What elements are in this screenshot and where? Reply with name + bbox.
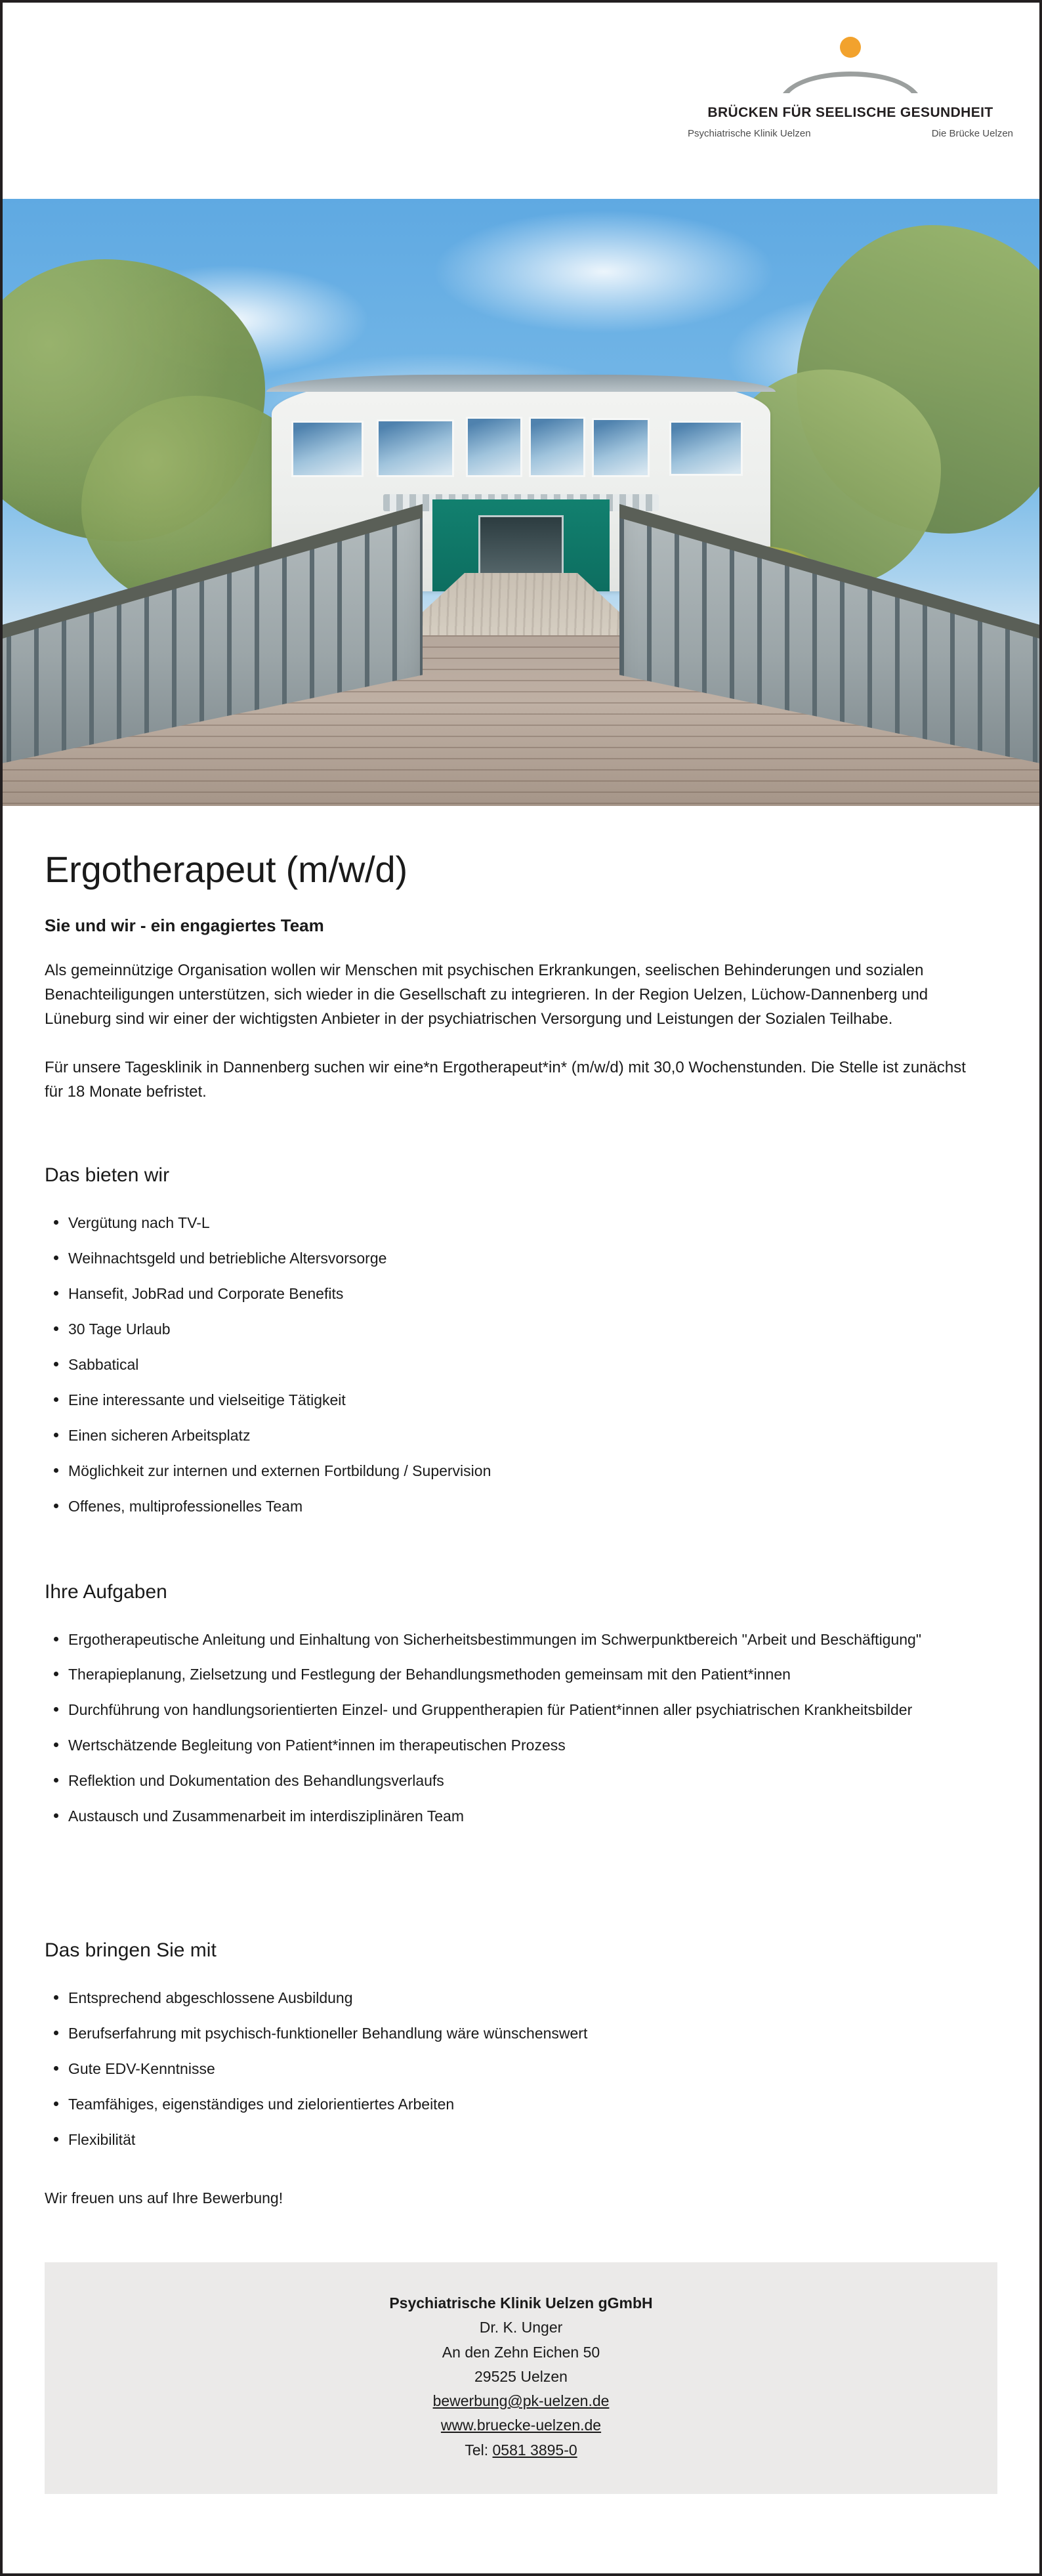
logo-mark — [686, 32, 1014, 104]
building-roof — [266, 375, 776, 392]
contact-website-row — [45, 2413, 997, 2438]
logo-sub-right: Die Brücke Uelzen — [931, 128, 1013, 139]
window — [669, 421, 743, 476]
bridge-arc-icon — [782, 60, 919, 95]
offer-list — [45, 1212, 997, 1518]
list-item: Austausch und Zusammenarbeit im interdisziplinären Team — [45, 1805, 963, 1828]
logo-org-name: BRÜCKEN FÜR SEELISCHE GESUNDHEIT — [707, 105, 993, 120]
closing-line: Wir freuen uns auf Ihre Bewerbung! — [45, 2189, 283, 2206]
list-item: Flexibilität — [45, 2128, 963, 2151]
contact-email-link[interactable]: bewerbung@pk-uelzen.de — [432, 2392, 610, 2409]
logo-sub-left: Psychiatrische Klinik Uelzen — [688, 128, 811, 139]
contact-phone-link[interactable]: 0581 3895-0 — [492, 2441, 577, 2459]
window — [529, 417, 585, 477]
list-item: Gute EDV-Kenntnisse — [45, 2058, 963, 2080]
list-item: Eine interessante und vielseitige Tätigkeit — [45, 1389, 963, 1412]
contact-street: An den Zehn Eichen 50 — [442, 2343, 600, 2361]
list-item: Ergotherapeutische Anleitung und Einhaltung von Sicherheitsbestimmungen im Schwerpunktbereich "Arbeit und Beschäftigung" — [45, 1628, 963, 1651]
list-item: Therapieplanung, Zielsetzung und Festlegung der Behandlungsmethoden gemeinsam mit den Patient*innen — [45, 1663, 963, 1686]
contact-website-link[interactable]: www.bruecke-uelzen.de — [440, 2417, 602, 2434]
profile-list — [45, 1987, 997, 2151]
list-item: 30 Tage Urlaub — [45, 1318, 963, 1341]
window — [291, 421, 364, 477]
contact-phone-row — [45, 2438, 997, 2462]
window — [466, 417, 522, 477]
list-item: Berufserfahrung mit psychisch-funktioneller Behandlung wäre wünschenswert — [45, 2022, 963, 2045]
hero-photo — [3, 199, 1039, 806]
list-item: Vergütung nach TV-L — [45, 1212, 963, 1235]
section-heading-tasks: Ihre Aufgaben — [45, 1580, 167, 1603]
list-item: Möglichkeit zur internen und externen Fortbildung / Supervision — [45, 1460, 963, 1483]
list-item: Offenes, multiprofessionelles Team — [45, 1495, 963, 1518]
section-heading-profile: Das bringen Sie mit — [45, 1939, 217, 1962]
window — [592, 418, 650, 477]
list-item: Entsprechend abgeschlossene Ausbildung — [45, 1987, 963, 2010]
list-item: Teamfähiges, eigenständiges und zielorientiertes Arbeiten — [45, 2093, 963, 2116]
page-title: Ergotherapeut (m/w/d) — [45, 849, 407, 890]
job-subtitle: Sie und wir - ein engagiertes Team — [45, 916, 324, 935]
list-item: Reflektion und Dokumentation des Behandlungsverlaufs — [45, 1769, 963, 1792]
sun-dot-icon — [840, 37, 861, 58]
contact-company: Psychiatrische Klinik Uelzen gGmbH — [389, 2294, 653, 2312]
contact-city: 29525 Uelzen — [474, 2367, 568, 2385]
contact-email-row — [45, 2389, 997, 2413]
contact-phone-label: Tel: — [465, 2441, 493, 2459]
contact-box — [45, 2262, 997, 2494]
organization-logo — [686, 32, 1014, 139]
list-item: Durchführung von handlungsorientierten Einzel- und Gruppentherapien für Patient*innen aller psychiatrischen Krankheitsbilder — [45, 1699, 963, 1721]
intro-paragraph: Als gemeinnützige Organisation wollen wir Menschen mit psychischen Erkrankungen, seelischen Behinderungen und sozialen Benachteiligungen unterstützen, sich wieder in die Gesellschaft zu integrieren. In der Region Uelzen, Lüchow-Dannenberg und Lüneburg sind wir einer der wichtigsten Anbieter in der psychiatrischen Versorgung und Leistungen der Sozialen Teilhabe. — [45, 961, 928, 1028]
list-item: Wertschätzende Begleitung von Patient*innen im therapeutischen Prozess — [45, 1734, 963, 1757]
list-item: Einen sicheren Arbeitsplatz — [45, 1424, 963, 1447]
window — [377, 419, 454, 477]
page-header — [3, 3, 1039, 199]
contact-person: Dr. K. Unger — [479, 2319, 563, 2336]
list-item: Sabbatical — [45, 1353, 963, 1376]
job-content — [3, 848, 1039, 2207]
list-item: Hansefit, JobRad und Corporate Benefits — [45, 1282, 963, 1305]
position-paragraph: Für unsere Tagesklinik in Dannenberg suchen wir eine*n Ergotherapeut*in* (m/w/d) mit 30,0 Wochenstunden. Die Stelle ist zunächst für 18 Monate befristet. — [45, 1058, 966, 1101]
logo-subtitles — [686, 128, 1014, 139]
section-heading-offer: Das bieten wir — [45, 1164, 170, 1186]
tasks-list — [45, 1628, 997, 1828]
list-item: Weihnachtsgeld und betriebliche Altersvorsorge — [45, 1247, 963, 1270]
